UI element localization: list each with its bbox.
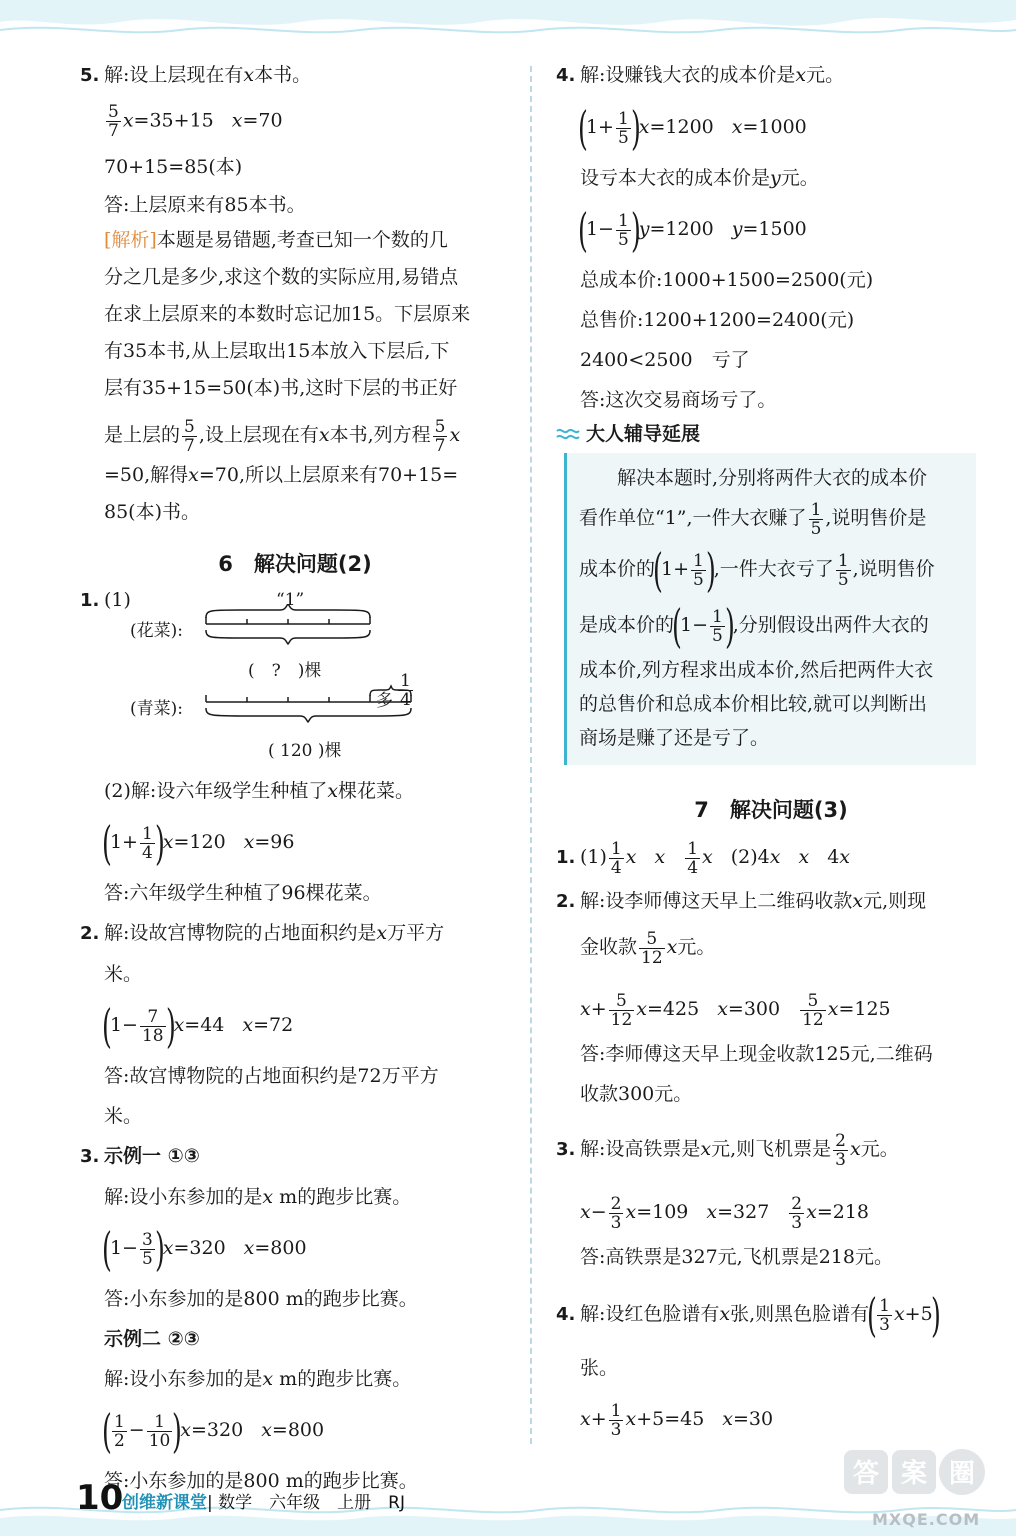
q1-part2: (2)解:设六年级学生种植了x棵花菜。 [104,780,415,802]
count-120-label: ( 120 )棵 [268,741,342,761]
q3-setup2: 解:设小东参加的是x m的跑步比赛。 [104,1368,412,1390]
p4-equation: x+ $\frac{1}{3}$ x+5=45 x=30 [580,1400,774,1440]
q2-line2: 米。 [104,963,143,985]
q2-answer-2: 米。 [104,1105,143,1127]
p4-line1: 4. 解:设红色脸谱有x张,则黑色脸谱有( $\frac{1}{3}$ x+5) [556,1288,941,1342]
quarter-fraction: $\frac{1}{4}$ [400,671,411,710]
brand-name: 创维新课堂 [122,1493,207,1513]
more-label: 多 [376,691,393,711]
greens-label: (青菜): [130,699,183,719]
p2-equation: x+ $\frac{5}{12}$ x=425 x=300 $\frac{5}{12}$ x=125 [580,990,891,1030]
left-column [80,62,510,1494]
svg-text:答: 答 [852,1459,880,1489]
q4-line3: 设亏本大衣的成本价是y元。 [580,167,819,189]
diagram-lines [200,604,500,754]
watermark-glyph: 案 [900,1459,928,1489]
q3-setup1: 解:设小东参加的是x m的跑步比赛。 [104,1186,412,1208]
p2-line1: 2. 解:设李师傅这天早上二维码收款x元,则现 [556,890,927,912]
watermark-url: MXQE.COM [872,1510,981,1529]
q2-answer-1: 答:故宫博物院的占地面积约是72万平方 [104,1065,439,1087]
q4-equation2: (1− $\frac{1}{5}$ )y=1200 y=1500 [578,203,807,257]
fraction: $\frac{5}{7}$ [108,102,119,141]
analysis-tag: [解析] [104,229,157,251]
p2-answer-1: 答:李师傅这天早上现金收款125元,二维码 [580,1043,933,1065]
q2-line1: 2. 解:设故宫博物院的占地面积约是x万平方 [80,922,445,944]
watermark-glyph: 圈 [948,1459,976,1489]
p5-equation: $\frac{5}{7}$ x=35+15 x=70 [108,102,283,141]
p3-answer: 答:高铁票是327元,飞机票是218元。 [580,1246,893,1268]
q4-equation1: (1+ $\frac{1}{5}$ )x=1200 x=1000 [578,101,807,155]
column-divider [530,66,532,1444]
q1-answer: 答:六年级学生种植了96棵花菜。 [104,882,382,904]
section-title-7: 7 解决问题(3) [694,798,848,822]
p5-answer: 答:上层原来有85本书。 [104,194,306,216]
q4-answer: 答:这次交易商场亏了。 [580,389,777,411]
extension-box: 解决本题时,分别将两件大衣的成本价 看作单位“1”,一件大衣赚了 $\frac{1}{5}$ ,说明售价是 成本价的(1+ $\frac{1}{5}$ ),一件大衣亏了 $\frac{1}{5}$ ,说明售价 是成本价的(1− $\frac{1}{5}$ ),分别假设出两件大衣的 成本价,列方程求出成本价,然后把两件大衣 的总售价和总成本价相比较,就可以判断出 商场是赚了还是亏了。 [564,453,976,765]
q3-equation1: (1− $\frac{3}{5}$ )x=320 x=800 [102,1222,307,1276]
unit-one-label: “1” [276,590,305,610]
q3-example1: 3. 示例一 ①③ [80,1145,200,1167]
q1-part1: 1. (1) [80,589,131,611]
unknown-count-label: ( ? )棵 [248,661,322,681]
q2-equation: (1− $\frac{7}{18}$ )x=44 x=72 [102,999,294,1053]
top-wave-decoration [0,0,1016,44]
page-number: 10 [76,1478,124,1518]
p3-equation: x− $\frac{2}{3}$ x=109 x=327 $\frac{2}{3}$ x=218 [580,1193,870,1233]
q3-example2: 示例二 ②③ [104,1328,200,1350]
p1-line: 1. (1) $\frac{1}{4}$ x x $\frac{1}{4}$ x (2)4x x 4x [556,838,850,878]
cauliflower-label: (花菜): [130,621,183,641]
q4-total-price: 总售价:1200+1200=2400(元) [580,309,855,331]
q3-equation2: ( $\frac{1}{2}$ − $\frac{1}{10}$ )x=320 x=800 [102,1404,325,1458]
p5-analysis: [解析]本题是易错题,考查已知一个数的几 分之几是多少,求这个数的实际应用,易错点 在求上层原来的本数时忘记加15。下层原来 有35本书,从上层取出15本放入下层后,下 层有35+15=50(本)书,这时下层的书正好 是上层的 $\frac{5}{7}$ ,设上层现在有x本书,列方程 $\frac{5}{7}$ x =50,解得x=70,所以上层原来有70+15= 85(本)书。 [104,229,471,523]
right-column [556,62,986,1443]
p2-answer-2: 收款300元。 [580,1083,693,1105]
p2-line2: 金收款 $\frac{5}{12}$ x元。 [580,928,716,968]
section-title-6: 6 解决问题(2) [218,552,372,576]
p4-line2: 张。 [580,1357,619,1379]
q4-total-cost: 总成本价:1000+1500=2500(元) [580,269,874,291]
q4-comparison: 2400<2500 亏了 [580,349,750,371]
q1-equation: (1+ $\frac{1}{4}$ )x=120 x=96 [102,816,295,870]
q3-answer2: 答:小东参加的是800 m的跑步比赛。 [104,1470,418,1492]
wave-icon [556,427,580,441]
footer-info: 创维新课堂| 数学 六年级 上册 RJ [122,1493,405,1513]
extension-heading: 大人辅导延展 [556,421,986,447]
p5-line1: 5. 解:设上层现在有x本书。 [80,64,312,86]
p5-line3: 70+15=85(本) [104,156,243,178]
p3-line1: 3. 解:设高铁票是x元,则飞机票是 $\frac{2}{3}$ x元。 [556,1130,899,1170]
q4-line1: 4. 解:设赚钱大衣的成本价是x元。 [556,64,845,86]
q3-answer1: 答:小东参加的是800 m的跑步比赛。 [104,1288,418,1310]
